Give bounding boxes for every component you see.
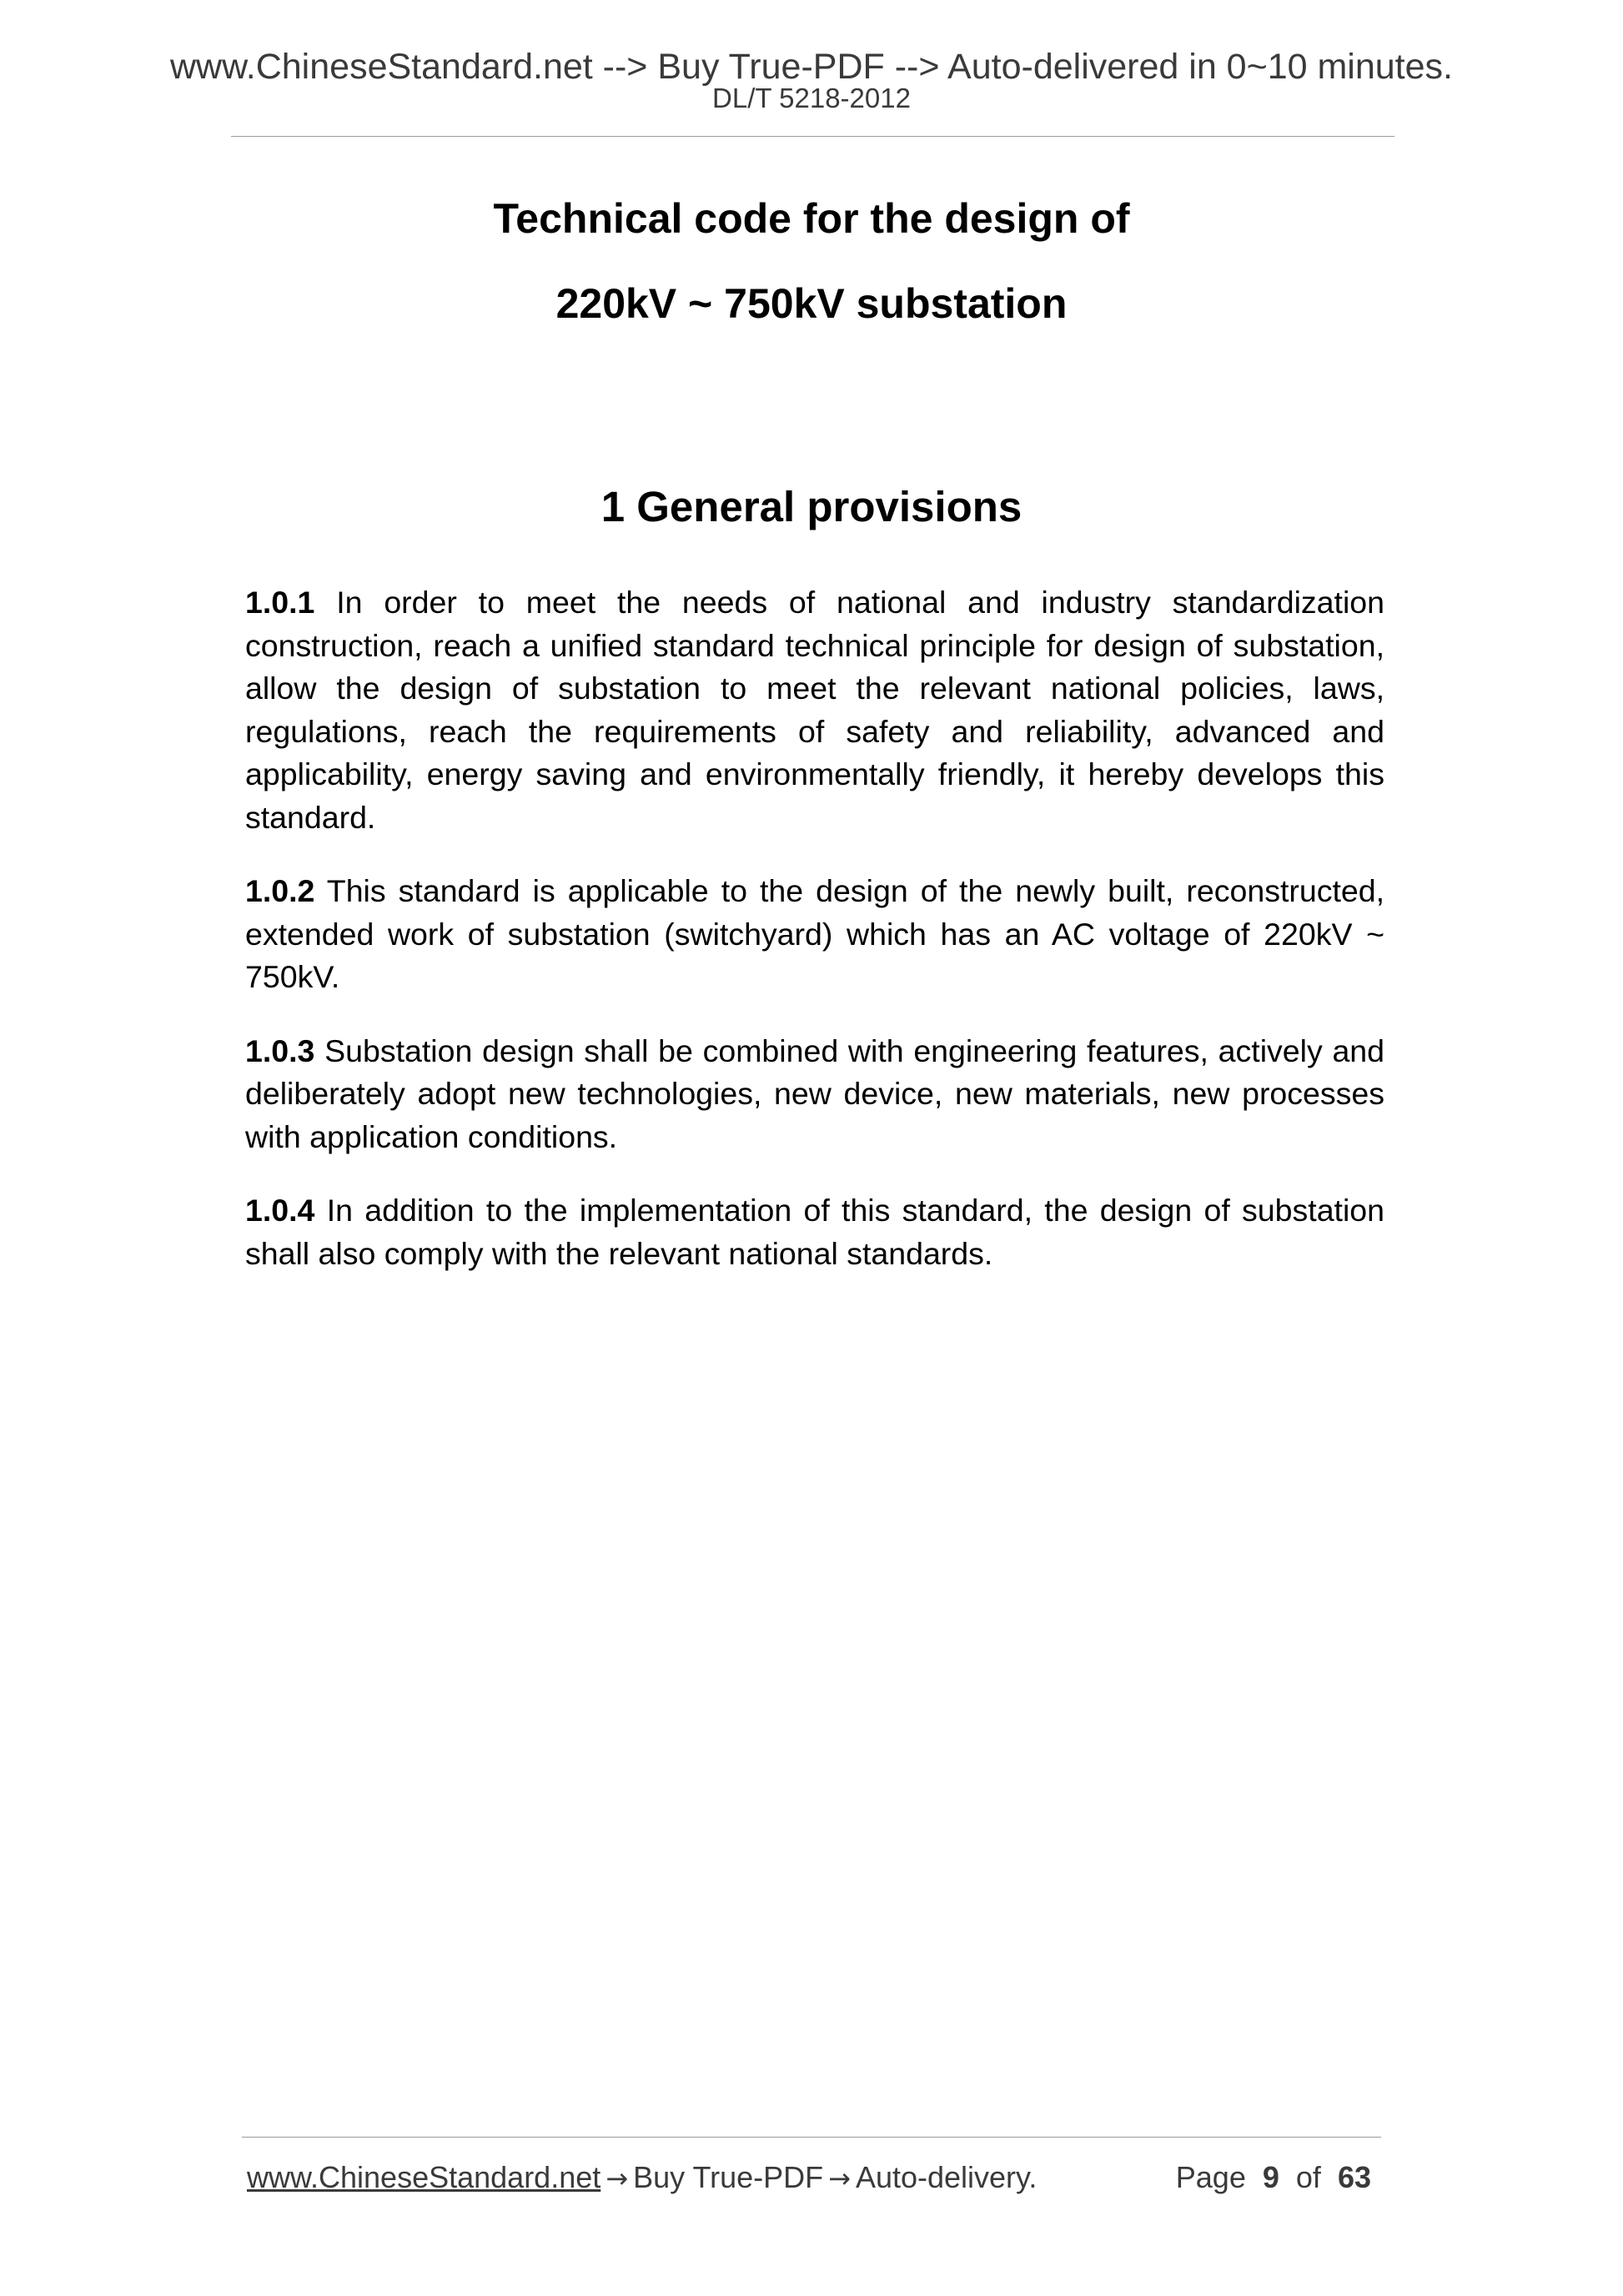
clause-1-0-2: [245, 870, 1384, 999]
footer-site-link[interactable]: www.ChineseStandard.net: [247, 2160, 601, 2194]
total-pages: 63: [1337, 2160, 1371, 2194]
top-banner: www.ChineseStandard.net --> Buy True-PDF --> Auto-delivered in 0~10 minutes.: [169, 47, 1453, 87]
clause-number: 1.0.3: [245, 1032, 315, 1068]
clause-number: 1.0.1: [245, 585, 315, 620]
footer-buy-text: Buy True-PDF: [633, 2160, 824, 2194]
document-title-line-2: 220kV ~ 750kV substation: [555, 280, 1068, 327]
footer-delivery-text: Auto-delivery.: [855, 2160, 1038, 2194]
clause-text: In addition to the implementation of this standard, the design of substation shall also comply with the relevant national standards.: [245, 1193, 1385, 1271]
clause-text: Substation design shall be combined with engineering features, actively and deliberately adopt new technologies, new device, new materials, new processes with application conditions.: [245, 1032, 1385, 1154]
clause-1-0-3: [245, 1030, 1384, 1159]
document-code: DL/T 5218-2012: [712, 83, 911, 113]
clause-text: In order to meet the needs of national and industry standardization construction, reach a unified standard technical principle for design of substation, allow the design of substation to meet the relevant national policies, laws, regulations, reach the requirements of safety and reliability, advanced and applicability, energy saving and environmentally friendly, it hereby develops this standard.: [245, 585, 1385, 835]
chapter-heading: 1 General provisions: [600, 483, 1023, 530]
page-footer: [247, 2157, 1381, 2198]
current-page-number: 9: [1262, 2160, 1279, 2194]
page-label: Page: [1175, 2160, 1246, 2194]
clause-1-0-1: [245, 581, 1384, 839]
of-label: of: [1295, 2160, 1321, 2194]
arrow-right-icon: →: [828, 2163, 851, 2194]
footer-promo: [247, 2157, 1037, 2199]
footer-divider: [242, 2137, 1381, 2138]
document-title-line-1: Technical code for the design of: [493, 195, 1130, 242]
header-divider: [231, 136, 1394, 137]
arrow-right-icon: →: [605, 2163, 629, 2194]
clause-text: This standard is applicable to the design of the newly built, reconstructed, extended work of substation (switchyard) which has an AC voltage of 220kV ~ 750kV.: [245, 873, 1385, 994]
body-text: [245, 581, 1384, 1306]
clause-number: 1.0.2: [245, 873, 315, 908]
page-indicator: [1176, 2157, 1371, 2198]
clause-1-0-4: [245, 1189, 1384, 1275]
clause-number: 1.0.4: [245, 1193, 315, 1228]
